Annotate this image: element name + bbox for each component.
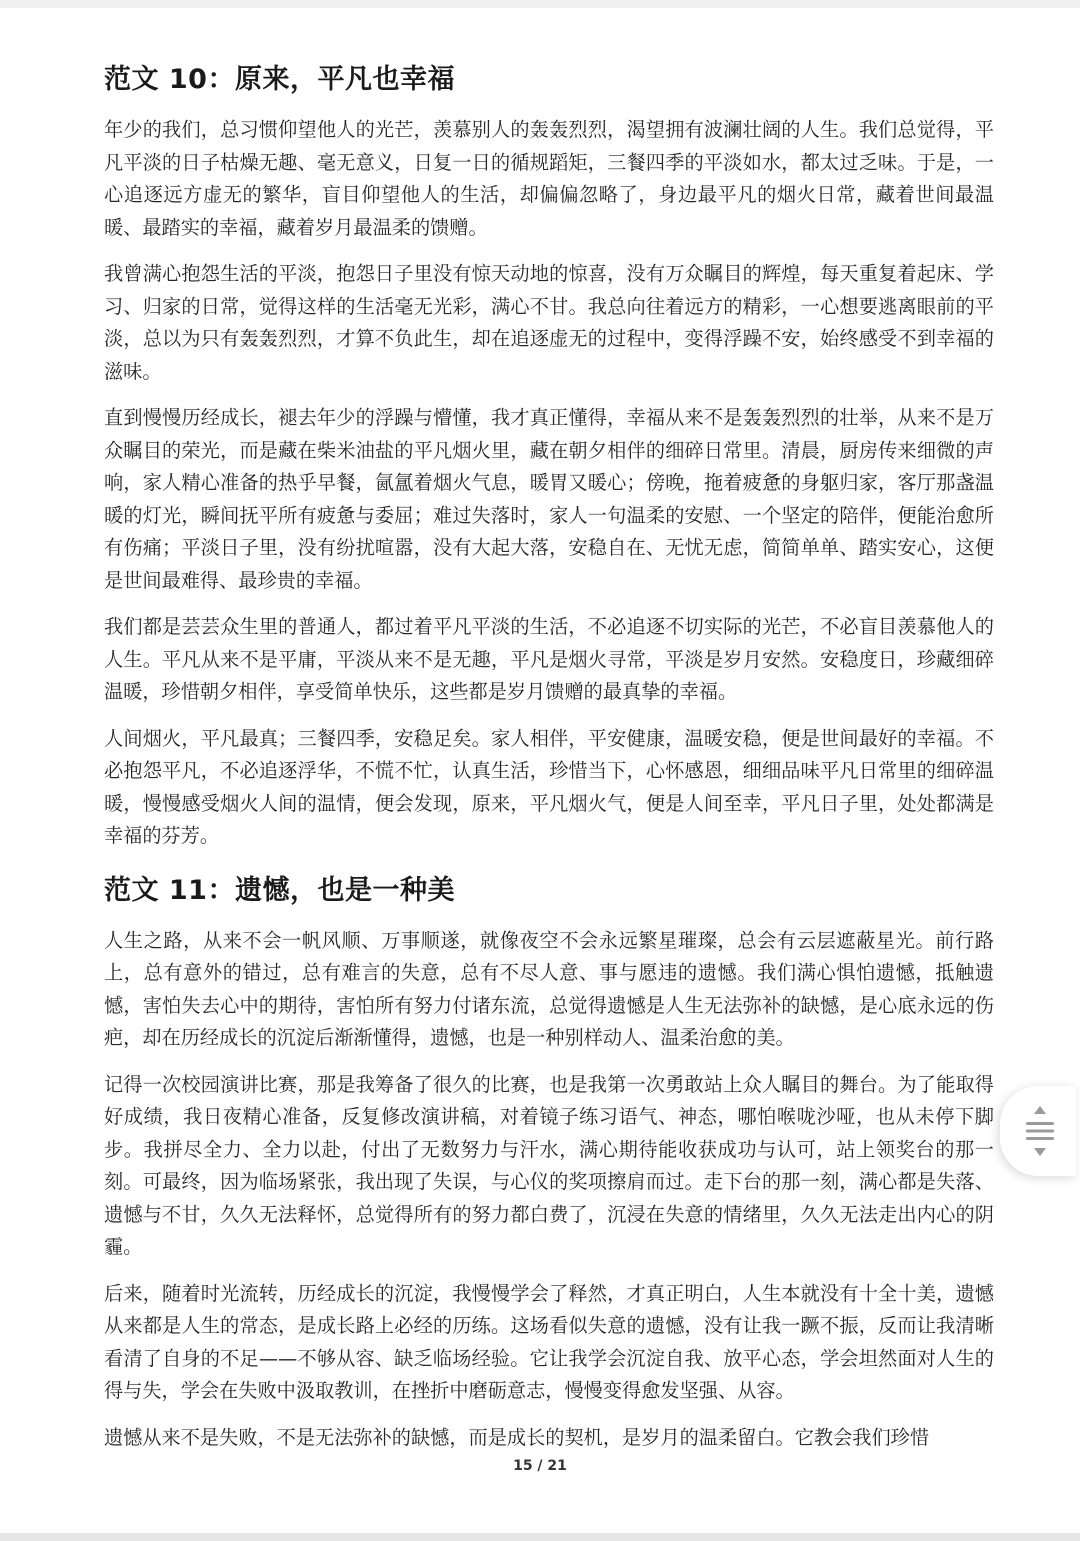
paragraph: 直到慢慢历经成长，褪去年少的浮躁与懵懂，我才真正懂得，幸福从来不是轰轰烈烈的壮举，从来不是万众瞩目的荣光，而是藏在柴米油盐的平凡烟火里，藏在朝夕相伴的细碎日常里。清晨，厨房传来细微的声响，家人精心准备的热乎早餐，氤氲着烟火气息，暖胃又暖心；傍晚，拖着疲惫的身躯归家，客厅那盏温暖的灯光，瞬间抚平所有疲惫与委屈；难过失落时，家人一句温柔的安慰、一个坚定的陪伴，便能治愈所有伤痛；平淡日子里，没有纷扰喧嚣，没有大起大落，安稳自在、无忧无虑，简简单单、踏实安心，这便是世间最难得、最珍贵的幸福。 [104, 406, 994, 592]
paragraph: 后来，随着时光流转，历经成长的沉淀，我慢慢学会了释然，才真正明白，人生本就没有十全十美，遗憾从来都是人生的常态，是成长路上必经的历练。这场看似失意的遗憾，没有让我一蹶不振，反而让我清晰看清了自身的不足——不够从容、缺乏临场经验。它让我学会沉淀自我、放平心态，学会坦然面对人生的得与失，学会在失败中汲取教训，在挫折中磨砺意志，慢慢变得愈发坚强、从容。 [104, 1281, 994, 1402]
page-scroll-button[interactable] [1000, 1086, 1076, 1176]
paragraph: 我曾满心抱怨生活的平淡，抱怨日子里没有惊天动地的惊喜，没有万众瞩目的辉煌，每天重复着起床、学习、归家的日常，觉得这样的生活毫无光彩，满心不甘。我总向往着远方的精彩，一心想要逃离眼前的平淡，总以为只有轰轰烈烈，才算不负此生，却在追逐虚无的过程中，变得浮躁不安，始终感受不到幸福的滋味。 [104, 262, 994, 383]
document-page [0, 8, 1080, 1533]
page-number: 15 / 21 [513, 1458, 567, 1474]
paragraph: 年少的我们，总习惯仰望他人的光芒，羡慕别人的轰轰烈烈，渴望拥有波澜壮阔的人生。我们总觉得，平凡平淡的日子枯燥无趣、毫无意义，日复一日的循规蹈矩，三餐四季的平淡如水，都太过乏味。于是，一心追逐远方虚无的繁华，盲目仰望他人的生活，却偏偏忽略了，身边最平凡的烟火日常，藏着世间最温暖、最踏实的幸福，藏着岁月最温柔的馈赠。 [104, 118, 994, 239]
section-title: 范文 10：原来，平凡也幸福 [104, 64, 455, 95]
document-content [104, 60, 994, 1454]
paragraph: 遗憾从来不是失败，不是无法弥补的缺憾，而是成长的契机，是岁月的温柔留白。它教会我们珍惜 [104, 1425, 930, 1449]
page-scroll-icon [1022, 1104, 1058, 1158]
paragraph: 记得一次校园演讲比赛，那是我筹备了很久的比赛，也是我第一次勇敢站上众人瞩目的舞台。为了能取得好成绩，我日夜精心准备，反复修改演讲稿，对着镜子练习语气、神态，哪怕喉咙沙哑，也从未停下脚步。我拼尽全力、全力以赴，付出了无数努力与汗水，满心期待能收获成功与认可，站上领奖台的那一刻。可最终，因为临场紧张，我出现了失误，与心仪的奖项擦肩而过。走下台的那一刻，满心都是失落、遗憾与不甘，久久无法释怀，总觉得所有的努力都白费了，沉浸在失意的情绪里，久久无法走出内心的阴霾。 [104, 1072, 994, 1258]
section-title: 范文 11：遗憾，也是一种美 [104, 874, 455, 906]
paragraph: 人生之路，从来不会一帆风顺、万事顺遂，就像夜空不会永远繁星璀璨，总会有云层遮蔽星光。前行路上，总有意外的错过，总有难言的失意，总有不尽人意、事与愿违的遗憾。我们满心惧怕遗憾，抵触遗憾，害怕失去心中的期待，害怕所有努力付诸东流，总觉得遗憾是人生无法弥补的缺憾，是心底永远的伤疤，却在历经成长的沉淀后渐渐懂得，遗憾，也是一种别样动人、温柔治愈的美。 [104, 928, 994, 1049]
paragraph: 我们都是芸芸众生里的普通人，都过着平凡平淡的生活，不必追逐不切实际的光芒，不必盲目羡慕他人的人生。平凡从来不是平庸，平淡从来不是无趣，平凡是烟火寻常，平淡是岁月安然。安稳度日，珍藏细碎温暖，珍惜朝夕相伴，享受简单快乐，这些都是岁月馈赠的最真挚的幸福。 [104, 615, 994, 703]
paragraph: 人间烟火，平凡最真；三餐四季，安稳足矣。家人相伴，平安健康，温暖安稳，便是世间最好的幸福。不必抱怨平凡，不必追逐浮华，不慌不忙，认真生活，珍惜当下，心怀感恩，细细品味平凡日常里的细碎温暖，慢慢感受烟火人间的温情，便会发现，原来，平凡烟火气，便是人间至幸，平凡日子里，处处都满是幸福的芬芳。 [104, 726, 994, 847]
bottom-bar [0, 1533, 1080, 1541]
